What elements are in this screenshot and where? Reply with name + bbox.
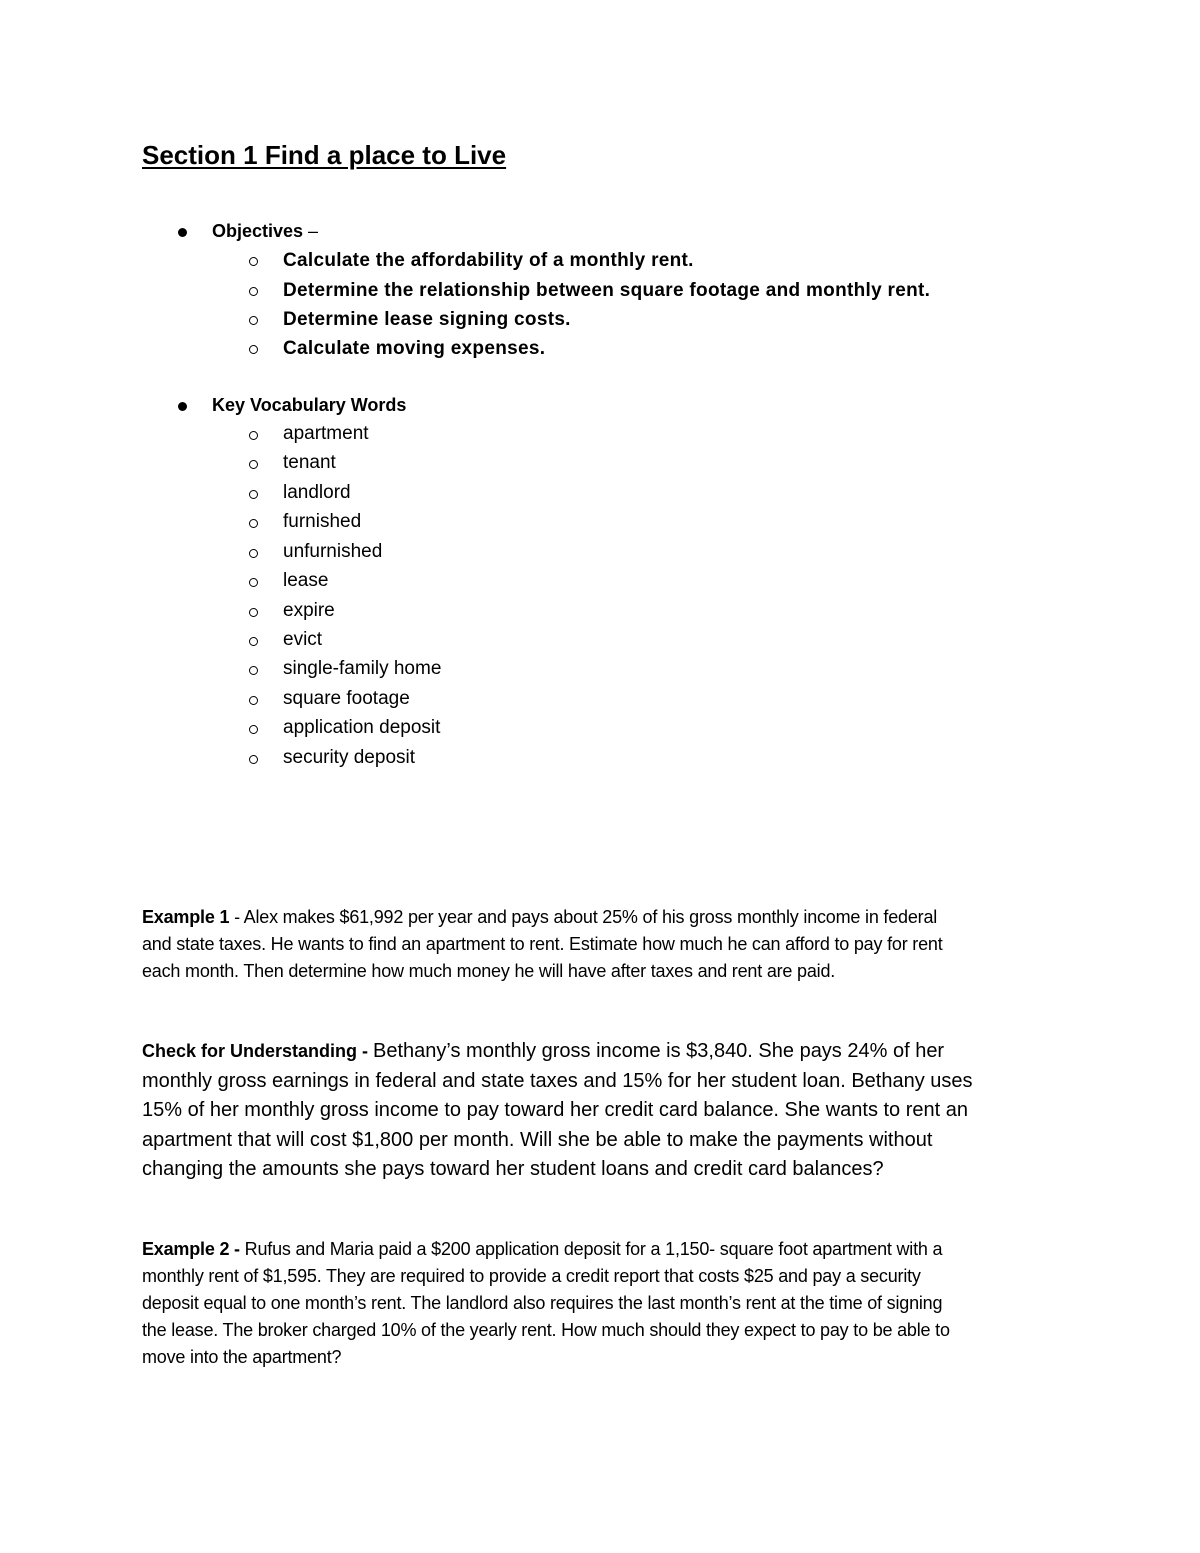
bullet-circle-icon (249, 578, 258, 587)
objective-item: Determine lease signing costs. (283, 309, 571, 330)
bullet-circle-icon (249, 460, 258, 469)
example-2-text: the lease. The broker charged 10% of the yearly rent. How much should they expect to pay to be able to (142, 1320, 950, 1340)
example-2-text: Rufus and Maria paid a $200 application deposit for a 1,150- square foot apartment with a (244, 1239, 943, 1259)
vocabulary-heading: Key Vocabulary Words (212, 395, 407, 415)
check-text: apartment that will cost $1,800 per month. Will she be able to make the payments without (142, 1128, 933, 1151)
objectives-heading: Objectives – (212, 221, 319, 241)
bullet-disc-icon (178, 402, 187, 411)
check-label: Check for Understanding - (142, 1041, 374, 1061)
example-2-label: Example 2 - (142, 1239, 245, 1259)
check-for-understanding-paragraph (142, 1037, 973, 1185)
bullet-circle-icon (249, 490, 258, 499)
bullet-circle-icon (249, 608, 258, 617)
vocabulary-item: landlord (283, 482, 351, 503)
check-text: changing the amounts she pays toward her student loans and credit card balances? (142, 1158, 884, 1180)
vocabulary-item: furnished (283, 511, 362, 532)
bullet-circle-icon (249, 549, 258, 558)
bullet-circle-icon (249, 666, 258, 675)
section-title: Section 1 Find a place to Live (142, 140, 507, 170)
bullet-circle-icon (249, 431, 258, 440)
bullet-circle-icon (249, 637, 258, 646)
bullet-circle-icon (249, 696, 258, 705)
example-2-text: monthly rent of $1,595. They are required to provide a credit report that costs $25 and pay a security (142, 1266, 921, 1286)
bullet-circle-icon (249, 257, 258, 266)
objective-item: Calculate the affordability of a monthly rent. (283, 250, 694, 271)
vocabulary-item: lease (283, 570, 329, 591)
bullet-circle-icon (249, 287, 258, 296)
example-1-text: - Alex makes $61,992 per year and pays about 25% of his gross monthly income in federal (229, 907, 938, 927)
bullet-circle-icon (249, 345, 258, 354)
bullet-circle-icon (249, 755, 258, 764)
vocabulary-item: apartment (283, 423, 369, 444)
vocabulary-item: square footage (283, 688, 410, 709)
bullet-circle-icon (249, 725, 258, 734)
bullet-circle-icon (249, 519, 258, 528)
objective-item: Calculate moving expenses. (283, 338, 546, 359)
objective-item: Determine the relationship between square footage and monthly rent. (283, 280, 931, 301)
vocabulary-item: security deposit (283, 747, 416, 768)
vocabulary-item: unfurnished (283, 541, 383, 562)
check-text: 15% of her monthly gross income to pay toward her credit card balance. She wants to rent an (142, 1099, 968, 1121)
example-2-text: deposit equal to one month’s rent. The landlord also requires the last month’s rent at the time of signing (142, 1293, 943, 1313)
example-1-text: and state taxes. He wants to find an apartment to rent. Estimate how much he can afford to pay for rent (142, 934, 943, 954)
check-text: monthly gross earnings in federal and state taxes and 15% for her student loan. Bethany uses (142, 1069, 973, 1092)
bullet-disc-icon (178, 228, 187, 237)
vocabulary-item: tenant (283, 452, 336, 473)
vocabulary-item: single-family home (283, 658, 442, 679)
example-2-text: move into the apartment? (142, 1347, 342, 1367)
vocabulary-item: expire (283, 600, 335, 621)
example-2-paragraph (142, 1236, 950, 1371)
example-1-paragraph (142, 904, 943, 985)
example-1-text: each month. Then determine how much money he will have after taxes and rent are paid. (142, 961, 836, 981)
bullet-circle-icon (249, 316, 258, 325)
example-1-label: Example 1 (142, 907, 230, 927)
vocabulary-item: evict (283, 629, 323, 650)
check-text: Bethany’s monthly gross income is $3,840. She pays 24% of her (373, 1040, 945, 1062)
vocabulary-item: application deposit (283, 717, 441, 738)
